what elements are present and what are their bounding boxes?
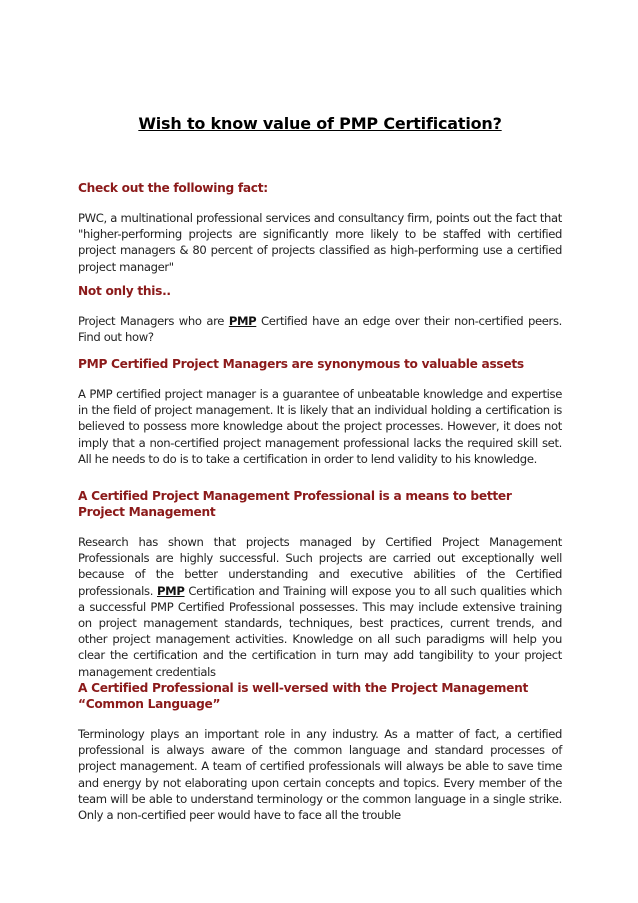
paragraph-text: Certified have an edge over their non-certified peers. Find out how? bbox=[78, 314, 562, 345]
section-heading: Check out the following fact: bbox=[78, 181, 268, 195]
section-paragraph: Terminology plays an important role in any industry. As a matter of fact, a certified professional is always aware of the common language and standard processes of project management. A team of certified professionals will always be able to save time and energy by not elaborating upon certain concepts and topics. Every member of the team will be able to understand terminology or the common language in a single strike. Only a non-certified peer would have to face all the trouble bbox=[78, 727, 562, 823]
section-paragraph: A PMP certified project manager is a guarantee of unbeatable knowledge and expertise in the field of project management. It is likely that an individual holding a certification is believed to possess more knowledge about the project processes. However, it does not imply that a non-certified project management professional lacks the required skill set. All he needs to do is to take a certification in order to lend validity to his knowledge. bbox=[78, 387, 562, 466]
section-paragraph bbox=[78, 534, 562, 680]
section-paragraph: PWC, a multinational professional services and consultancy firm, points out the fact that "higher-performing projects are significantly more likely to be staffed with certified project managers & 80 percent of projects classified as high-performing use a certified project manager" bbox=[78, 211, 562, 274]
section-heading: Not only this.. bbox=[78, 284, 171, 298]
page-title: Wish to know value of PMP Certification? bbox=[138, 114, 502, 133]
section-paragraph bbox=[78, 313, 562, 345]
section-common-language bbox=[78, 680, 562, 823]
paragraph-text: Research has shown that projects managed by Certified Project Management Professionals are highly successful. Such projects are carried out exceptionally well because of the better understanding and executive abilities of the Certified professionals. bbox=[78, 535, 562, 598]
pmp-keyword: PMP bbox=[157, 583, 185, 598]
paragraph-text: Project Managers who are bbox=[78, 314, 229, 328]
section-heading: A Certified Professional is well-versed with the Project Management “Common Language” bbox=[78, 681, 529, 711]
section-not-only bbox=[78, 283, 562, 345]
section-valuable-assets bbox=[78, 356, 562, 467]
section-better-pm bbox=[78, 488, 562, 680]
section-heading: A Certified Project Management Professional is a means to better Project Management bbox=[78, 489, 512, 519]
section-heading: PMP Certified Project Managers are synonymous to valuable assets bbox=[78, 357, 524, 371]
pmp-keyword: PMP bbox=[228, 314, 257, 328]
paragraph-text: Certification and Training will expose you to all such qualities which a successful PMP Certified Professional possesses. This may include extensive training on project management standards, techniques, best practices, current trends, and other project management activities. Knowledge on all such paradigms will help you clear the certification and the certification in turn may add tangibility to your project management credentials bbox=[78, 583, 562, 679]
section-fact bbox=[78, 180, 562, 275]
